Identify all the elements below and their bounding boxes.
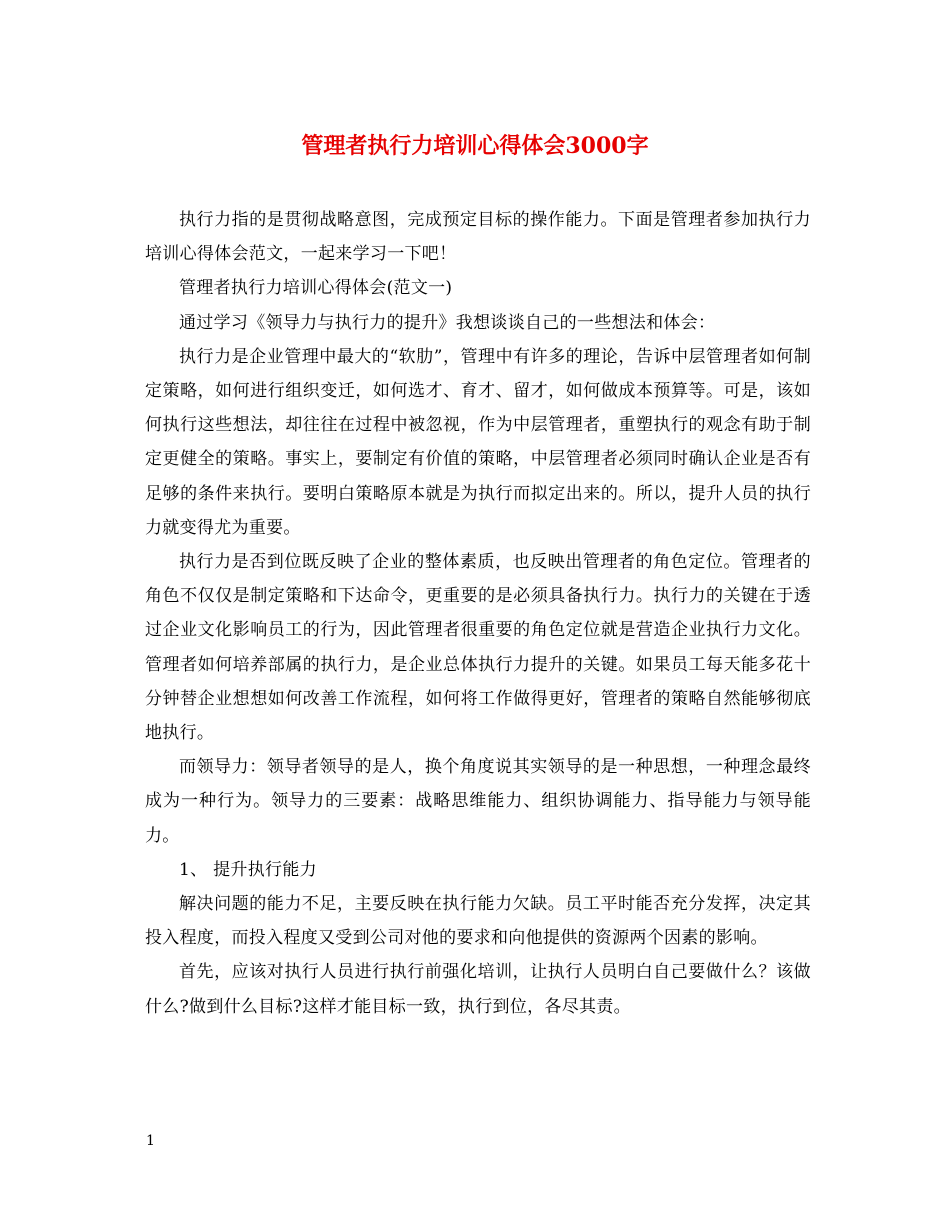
paragraph-sample-heading: 管理者执行力培训心得体会(范文一) — [179, 278, 453, 299]
paragraph-training: 首先，应该对执行人员进行执行前强化培训，让执行人员明白自己要做什么？该做什么?做到什么目标?这样才能目标一致，执行到位，各尽其责。 — [145, 962, 811, 1017]
paragraph-leadership: 而领导力：领导者领导的是人，换个角度说其实领导的是一种思想，一种理念最终成为一种行为。领导力的三要素：战略思维能力、组织协调能力、指导能力与领导能力。 — [145, 757, 811, 846]
paragraph-study-note: 通过学习《领导力与执行力的提升》我想谈谈自己的一些想法和体会： — [179, 312, 716, 333]
paragraph-execution-weakness: 执行力是企业管理中最大的“软肋”，管理中有许多的理论，告诉中层管理者如何制定策略，如何进行组织变迁，如何选才、育才、留才，如何做成本预算等。可是，该如何执行这些想法，却往往在过程中被忽视，作为中层管理者，重塑执行的观念有助于制定更健全的策略。事实上，要制定有价值的策略，中层管理者必须同时确认企业是否有足够的条件来执行。要明白策略原本就是为执行而拟定出来的。所以，提升人员的执行力就变得尤为重要。 — [145, 346, 811, 538]
paragraph-problem-solving: 解决问题的能力不足，主要反映在执行能力欠缺。员工平时能否充分发挥，决定其投入程度，而投入程度又受到公司对他的要求和向他提供的资源两个因素的影响。 — [145, 894, 811, 949]
paragraph-manager-role: 执行力是否到位既反映了企业的整体素质，也反映出管理者的角色定位。管理者的角色不仅仅是制定策略和下达命令，更重要的是必须具备执行力。执行力的关键在于透过企业文化影响员工的行为，因此管理者很重要的角色定位就是营造企业执行力文化。管理者如何培养部属的执行力，是企业总体执行力提升的关键。如果员工每天能多花十分钟替企业想想如何改善工作流程，如何将工作做得更好，管理者的策略自然能够彻底地执行。 — [145, 552, 811, 744]
document-body — [145, 203, 811, 1024]
paragraph-section-heading: 1、 提升执行能力 — [179, 859, 317, 880]
page-number: 1 — [146, 1133, 155, 1149]
paragraph-intro: 执行力指的是贯彻战略意图，完成预定目标的操作能力。下面是管理者参加执行力培训心得体会范文，一起来学习一下吧！ — [145, 210, 811, 265]
document-title: 管理者执行力培训心得体会3000字 — [301, 133, 649, 159]
